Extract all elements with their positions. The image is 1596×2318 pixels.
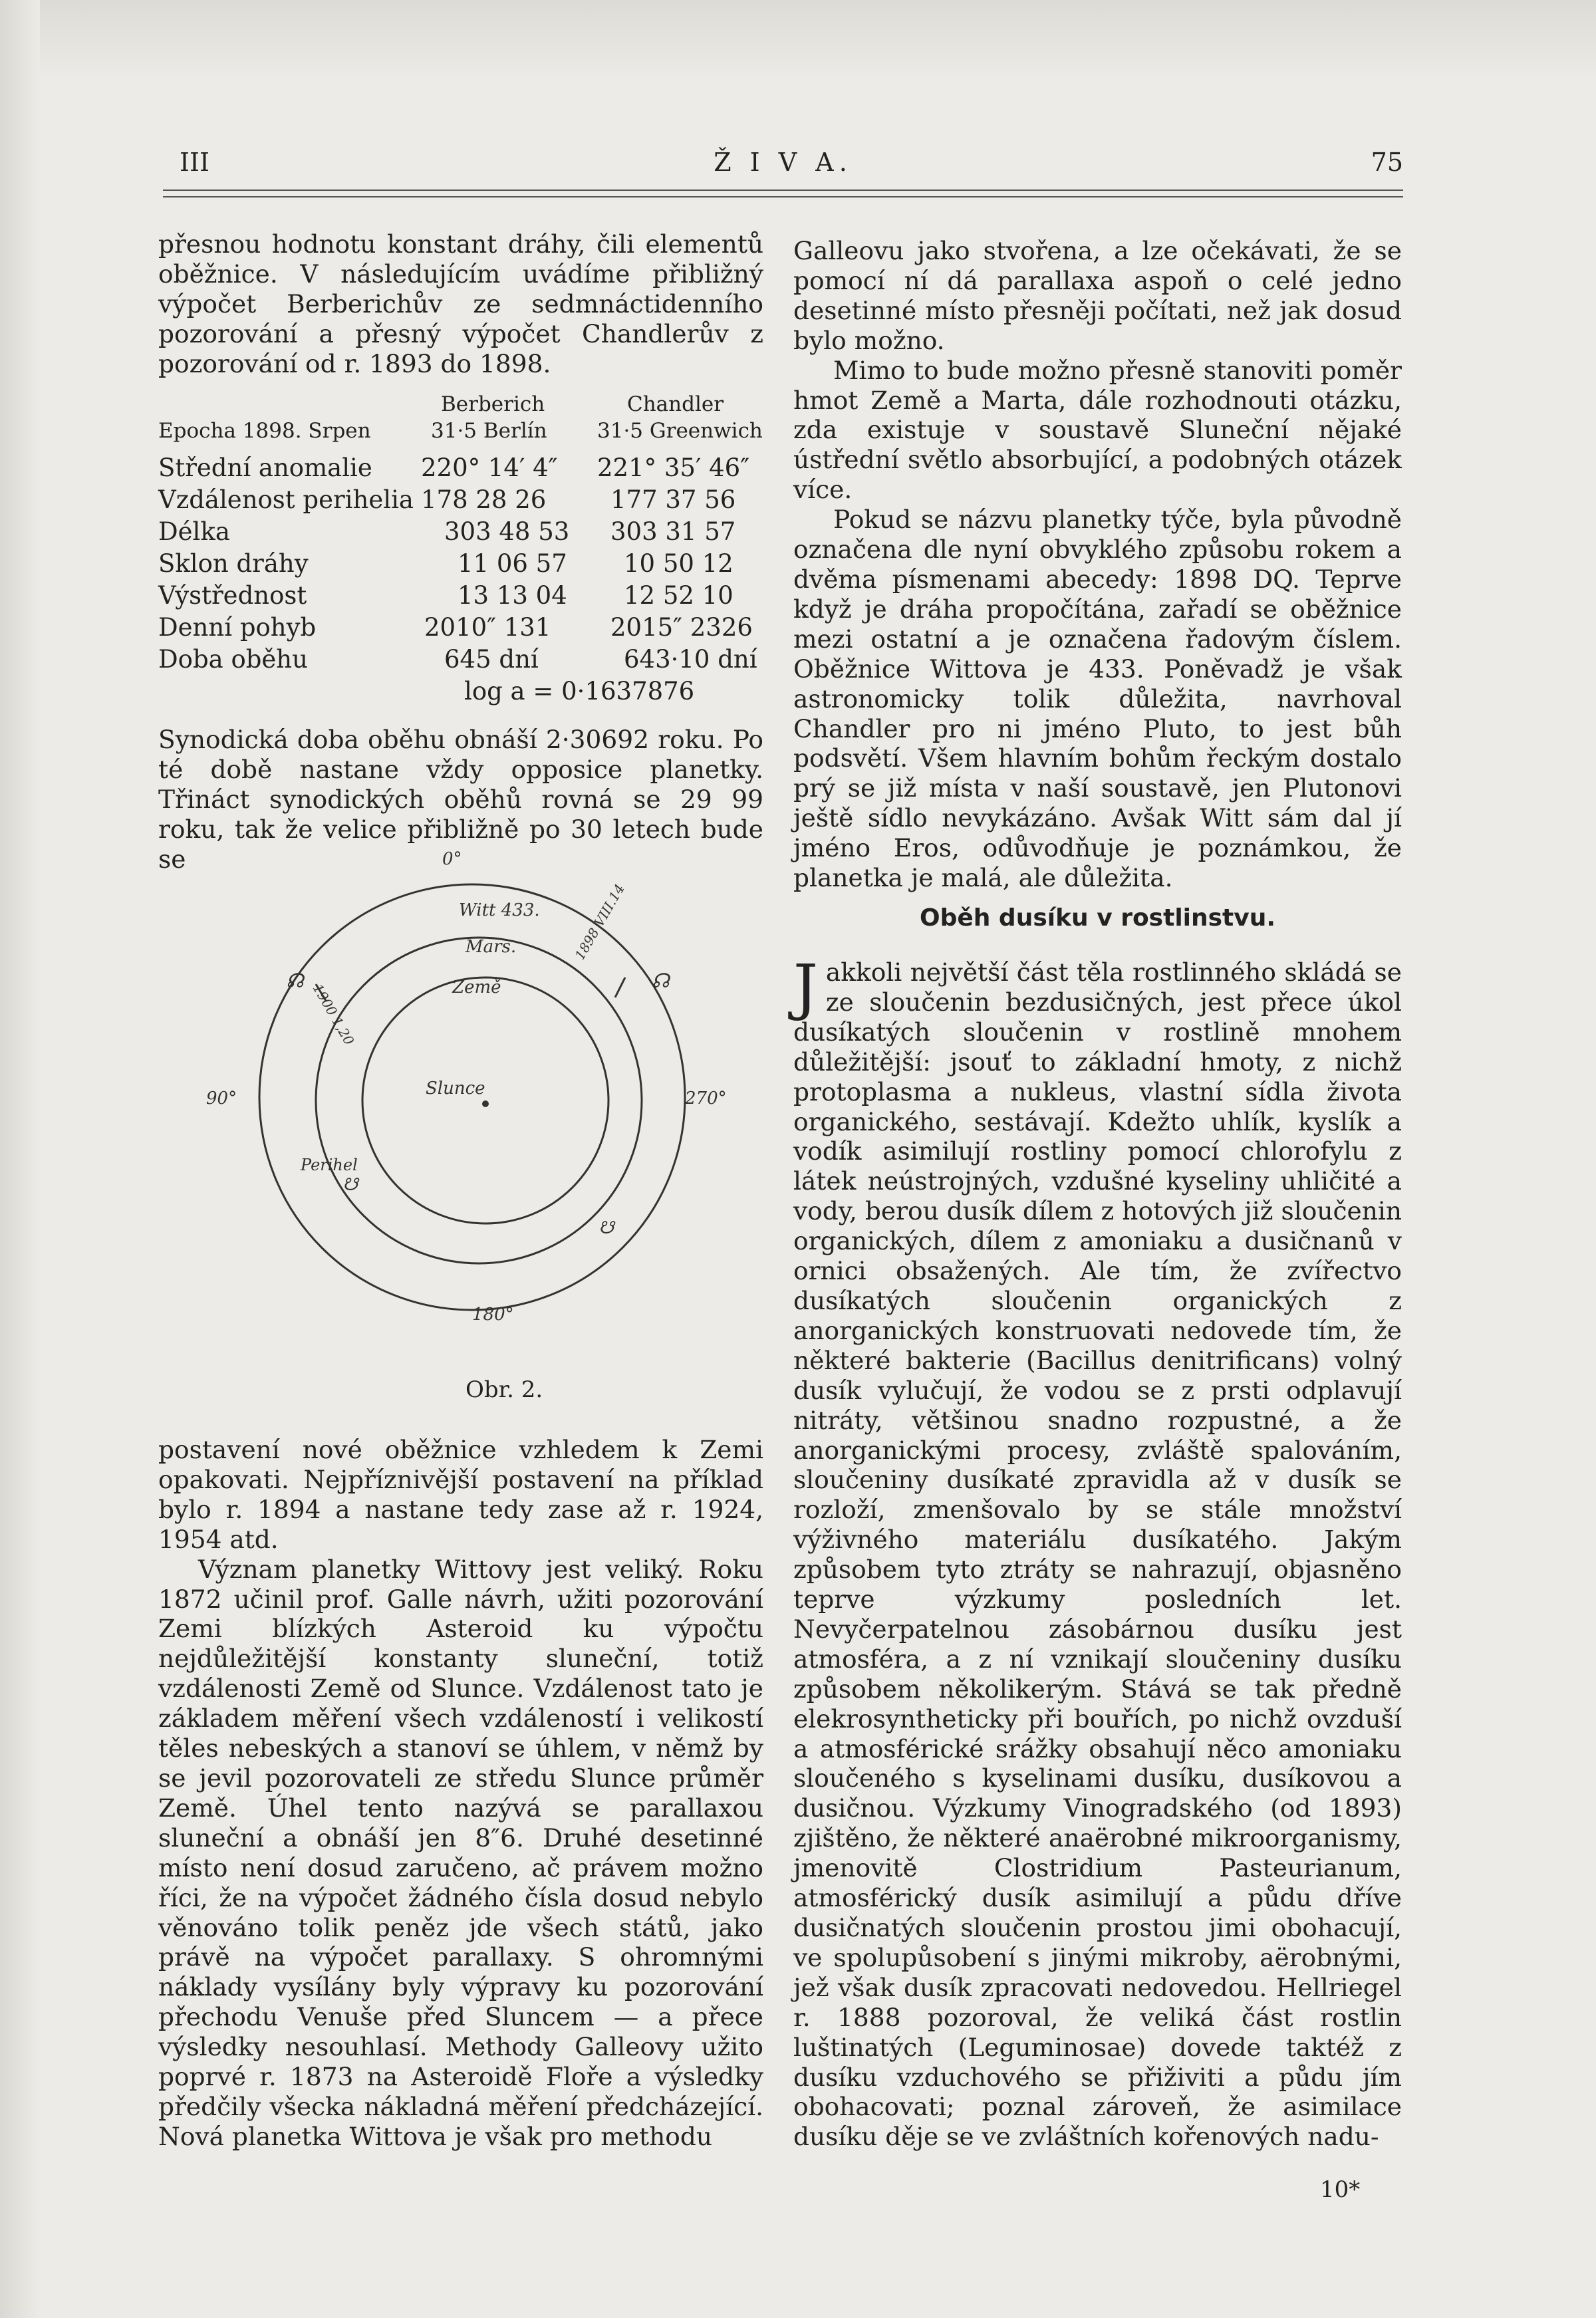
row-label: Střední anomalie [158, 453, 372, 482]
right-column-top [793, 236, 1402, 893]
angle-label-90: 90° [206, 1089, 237, 1108]
row-chandler-value: 12 52 10 [624, 581, 733, 610]
table-row [158, 581, 770, 612]
drop-cap: J [793, 952, 818, 1023]
log-a-value: log a = 0·1637876 [464, 677, 695, 706]
continuation-paragraph: postavení nové oběžnice vzhledem k Zemi opakovati. Nejpříznivější postavení na příklad bylo r. 1894 a nastane tedy zase až r. 1924, 1954 atd. [158, 1435, 763, 1554]
row-berberich-value: 11 06 57 [458, 549, 567, 578]
table-log-row [158, 677, 770, 708]
label-witt: Witt 433. [459, 900, 540, 920]
running-header [163, 148, 1403, 181]
article-title: Oběh dusíku v rostlinstvu. [919, 904, 1276, 932]
column-header-berberich: Berberich [441, 392, 545, 416]
row-chandler-value: 177 37 56 [610, 485, 736, 514]
year-marker-right [615, 977, 625, 997]
signature-mark: 10* [1320, 2176, 1361, 2203]
row-berberich-value: 220° 14′ 4″ [421, 453, 558, 482]
row-berberich-value: 645 dní [444, 645, 539, 674]
row-label: Sklon dráhy [158, 549, 309, 578]
table-row [158, 517, 770, 548]
label-sun: Slunce [426, 1079, 485, 1098]
row-chandler-value: 643·10 dní [624, 645, 757, 674]
left-column-intro [158, 229, 763, 379]
row-label: Výstřednost [158, 581, 307, 610]
table-epoch-row [158, 419, 770, 450]
table-row [158, 613, 770, 644]
row-label: Doba oběhu [158, 645, 308, 674]
nitrogen-article-body [793, 952, 1402, 2152]
table-row [158, 485, 770, 516]
left-column-continuation [158, 1435, 763, 2152]
nitrogen-paragraph [793, 952, 1402, 2152]
label-year-1898: 1898 VIII.14 [571, 881, 628, 963]
row-berberich-value: 303 48 53 [444, 517, 570, 546]
page-scan-shadow-top [0, 0, 1596, 80]
ascending-node-right-icon: ☊ [652, 969, 670, 993]
angle-label-180: 180° [472, 1305, 514, 1325]
intro-paragraph: přesnou hodnotu konstant dráhy, čili elementů oběžnice. V následujícím uvádíme přibližný výpočet Berberichův ze sedmnáctidenního pozorování a přesný výpočet Chandlerův z pozorování od r. 1893 do 1898. [158, 229, 763, 378]
epoch-label: Epocha 1898. Srpen [158, 419, 371, 443]
naming-paragraph: Pokud se názvu planetky týče, byla původně označena dle nyní obvyklého způsobu rokem a dvěma písmenami abecedy: 1898 DQ. Teprve když je dráha propočítána, zařadí se oběžnice mezi ostatní a je označena řadovým číslem. Oběžnice Wittova je 433. Poněvadž je však astronomicky tolik důležita, navrhoval Chandler pro ni jméno Pluto, to jest bůh podsvětí. Všem hlavním bohům řeckým dostalo prý se již místa v naší soustavě, jen Plutonovi ještě sídlo nevykázáno. Avšak Witt sám dal jí jméno Eros, odůvodňuje je poznámkou, že planetka je malá, ale důležita. [793, 505, 1402, 893]
page-number: 75 [1371, 148, 1403, 177]
epoch-chandler: 31·5 Greenwich [597, 419, 763, 443]
label-mars: Mars. [466, 937, 517, 957]
row-label: Vzdálenost perihelia [158, 485, 414, 514]
table-row [158, 645, 770, 676]
volume-number: III [180, 148, 210, 177]
table-row [158, 549, 770, 580]
row-berberich-value: 2010″ 131 [424, 613, 551, 642]
row-label: Denní pohyb [158, 613, 317, 642]
row-chandler-value: 221° 35′ 46″ [597, 453, 750, 482]
page-scan-shadow-left [0, 0, 40, 2318]
synodic-paragraph: Synodická doba oběhu obnáší 2·30692 roku. Po té době nastane vždy opposice planetky. Třináct synodických oběhů rovná se 29 99 roku, tak že velice přibližně po 30 letech bude se [158, 725, 763, 874]
figure-caption: Obr. 2. [466, 1376, 543, 1403]
row-chandler-value: 303 31 57 [610, 517, 736, 546]
descending-node-right-icon: ☋ [598, 1218, 614, 1238]
magazine-title: Ž I V A. [714, 148, 853, 177]
column-header-chandler: Chandler [627, 392, 724, 416]
descending-node-left-icon: ☋ [342, 1175, 358, 1195]
sun-dot [482, 1100, 489, 1107]
label-year-1900: 1900 1,20 [309, 981, 358, 1048]
significance-paragraph: Význam planetky Wittovy jest veliký. Roku 1872 učinil prof. Galle návrh, užiti pozorování Zemi blízkých Asteroid ku výpočtu nejdůležitější konstanty sluneční, totiž vzdálenosti Země od Slunce. Vzdálenost tato je základem měření všech vzdáleností i velikostí těles nebeských a stanoví se úhlem, v němž by se jevil pozorovateli ze středu Slunce průměr Země. Úhel tento nazývá se parallaxou sluneční a obnáší jen 8″6. Druhé desetinné místo není dosud zaručeno, ač právem možno říci, že na výpočet žádného čísla dosud nebylo věnováno tolik peněz jde všech států, jako právě na výpočet parallaxy. S ohromnými náklady vysílány byly výpravy ku pozorování přechodu Venuše před Sluncem — a přece výsledky nesouhlasí. Methody Galleovy užito poprvé r. 1873 na Asteroidě Floře a výsledky předčily všecka nákladná měření předcházející. Nová planetka Wittova je však pro methodu [158, 1554, 763, 2151]
label-earth: Země [452, 977, 501, 997]
row-chandler-value: 10 50 12 [624, 549, 733, 578]
orbit-diagram [173, 838, 771, 1423]
label-perihelion: Perihel [301, 1156, 358, 1174]
nitrogen-text: akkoli největší část těla rostlinného skládá se ze sloučenin bezdusičných, jest přece úkol dusíkatých sloučenin v rostlině mnohem důležitější: jsouť to základní hmoty, z nichž protoplasma a nukleus, vlastní sídla života organického, sestávají. Kdežto uhlík, kyslík a vodík asimilují rostliny pomocí chlorofylu z látek neústrojných, vzdušné kyseliny uhličité a vody, berou dusík dílem z hotových již sloučenin organických, dílem z amoniaku a dusičnanů v ornici obsažených. Ale tím, že zvířectvo dusíkatých sloučenin organických z anorganických konstruovati nedovede tím, že některé bakterie (Bacillus denitrificans) volný dusík vylučují, že vodou se z prsti odplavují nitráty, většinou snadno rozpustné, a že anorganickými procesy, zvláště spalováním, sloučeniny dusíkaté zpravidla až v dusík se rozloží, zmenšovalo by se stále množství výživného materiálu dusíkatého. Jakým způsobem tyto ztráty se nahrazují, objasněno teprve výzkumy posledních let. Nevyčerpatelnou zásobárnou dusíku jest atmosféra, a z ní vznikají sloučeniny dusíku způsobem několikerým. Stává se tak předně elekrosyntheticky při bouřích, po nichž ovzduší a atmosférické srážky obsahují něco amoniaku sloučeného s kyselinami dusíku, dusíkovou a dusičnou. Výzkumy Vinogradského (od 1893) zjištěno, že některé anaërobné mikroorganismy, jmenovitě Clostridium Pasteurianum, atmosférický dusík asimilují a půdu dříve dusičnatých sloučenin prostou jimi obohacují, ve spolupůsobení s jinými mikroby, aërobnými, jež však dusík zpracovati nedovedou. Hellriegel r. 1888 pozoroval, že veliká část rostlin luštinatých (Leguminosae) dovede taktéž z dusíku vzduchového se přiživiti a půdu jím obohacovati; poznal zároveň, že asimilace dusíku děje se ve zvláštních kořenových nadu- [793, 958, 1402, 2152]
angle-label-270: 270° [685, 1089, 727, 1108]
table-row [158, 453, 770, 484]
mass-ratio-paragraph: Mimo to bude možno přesně stanoviti poměr hmot Země a Marta, dále rozhodnouti otázku, zda existuje v soustavě Sluneční nějaké ústřední světlo absorbující, a podobných otázek více. [793, 355, 1402, 505]
row-chandler-value: 2015″ 2326 [610, 613, 753, 642]
row-berberich-value: 178 28 26 [421, 485, 547, 514]
ascending-node-left-icon: ☊ [286, 969, 304, 993]
galle-paragraph: Galleovu jako stvořena, a lze očekávati, že se pomocí ní dá parallaxa aspoň o celé jedno desetinné místo přesněji počítati, než jak dosud bylo možno. [793, 236, 1402, 355]
header-rule-top [163, 190, 1403, 191]
row-berberich-value: 13 13 04 [458, 581, 567, 610]
epoch-berberich: 31·5 Berlín [431, 419, 547, 443]
row-label: Délka [158, 517, 230, 546]
angle-label-0: 0° [442, 849, 462, 869]
header-rule-bottom [163, 196, 1403, 197]
